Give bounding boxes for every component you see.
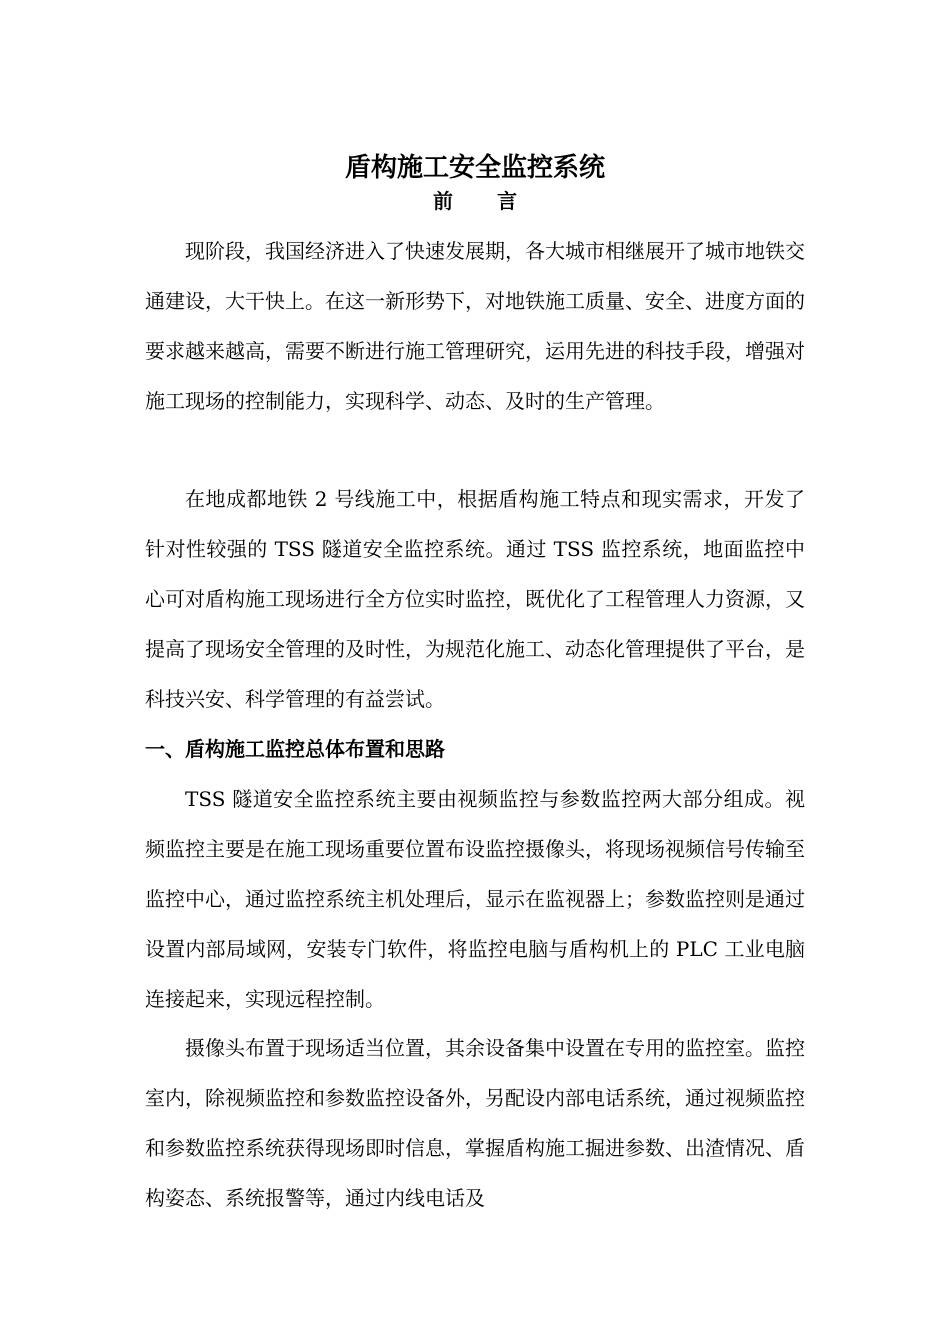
document-title: 盾构施工安全监控系统 — [344, 153, 605, 184]
section-heading-1: 一、盾构施工监控总体布置和思路 — [145, 737, 445, 761]
preface-paragraph-1: 现阶段，我国经济进入了快速发展期，各大城市相继展开了城市地铁交通建设，大干快上。在这一新形势下，对地铁施工质量、安全、进度方面的要求越来越高，需要不断进行施工管理研究，运用先进的科技手段，增强对施工现场的控制能力，实现科学、动态、及时的生产管理。 — [145, 239, 805, 413]
section-1-paragraph-2: 摄像头布置于现场适当位置，其余设备集中设置在专用的监控室。监控室内，除视频监控和参数监控设备外，另配设内部电话系统，通过视频监控和参数监控系统获得现场即时信息，掌握盾构施工掘进参数、出渣情况、盾构姿态、系统报警等，通过内线电话及 — [145, 1036, 805, 1210]
preface-heading: 前言 — [433, 189, 561, 213]
preface-paragraph-2: 在地成都地铁 2 号线施工中，根据盾构施工特点和现实需求，开发了针对性较强的 TSS 隧道安全监控系统。通过 TSS 监控系统，地面监控中心可对盾构施工现场进行全方位实时监控，既优化了工程管理人力资源，又提高了现场安全管理的及时性，为规范化施工、动态化管理提供了平台，是科技兴安、科学管理的有益尝试。 — [145, 487, 805, 711]
section-1-paragraph-1: TSS 隧道安全监控系统主要由视频监控与参数监控两大部分组成。视频监控主要是在施工现场重要位置布设监控摄像头，将现场视频信号传输至监控中心，通过监控系统主机处理后，显示在监视器上；参数监控则是通过设置内部局域网，安装专门软件，将监控电脑与盾构机上的 PLC 工业电脑连接起来，实现远程控制。 — [145, 787, 805, 1011]
